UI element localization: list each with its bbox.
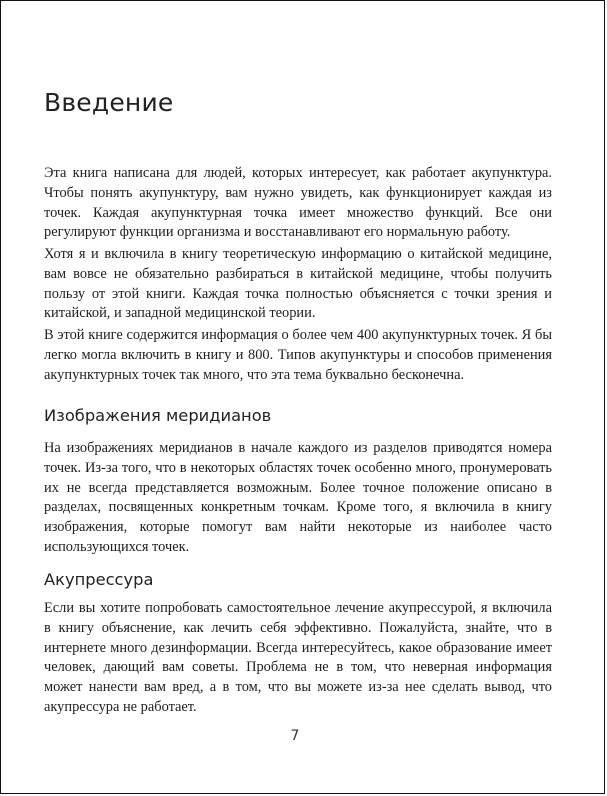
page-title: Введение xyxy=(44,88,174,117)
section-text-acupressure: Если вы хотите попробовать самостоятельное лечение акупрессурой, я включила в книгу объяснение, как лечить себя эффективно. Пожалуйста, знайте, что в интернете много дезинформации. Всегда интересуйтесь, какое образование имеет человек, дающий вам советы. Проблема не в том, что неверная информация может нанести вам вред, а в том, что вы можете из-за нее сделать вывод, что акупрессура не работает. xyxy=(44,600,552,715)
section-text-meridians: На изображениях меридианов в начале каждого из разделов приводятся номера точек. Из-за того, что в некоторых областях точек особенно много, пронумеровать их не всегда представляется возможным. Более точное положение описано в разделах, посвященных конкретным точкам. Кроме того, я включила в книгу изображения, которые помогут вам найти некоторые из наиболее часто использующихся точек. xyxy=(44,440,552,555)
intro-paragraph-2: Хотя я и включила в книгу теоретическую информацию о китайской медицине, вам вовсе не обязательно разбираться в китайской медицине, чтобы получить пользу от этой книги. Каждая точка полностью объясняется с точки зрения и китайской, и западной медицинской теории. xyxy=(44,246,552,322)
page-number: 7 xyxy=(290,728,300,744)
section-heading-meridians: Изображения меридианов xyxy=(44,406,272,425)
section-heading-acupressure: Акупрессура xyxy=(44,570,154,589)
intro-paragraph-3: В этой книге содержится информация о более чем 400 акупунктурных точек. Я бы легко могла включить в книгу и 800. Типов акупунктуры и способов применения акупунктурных точек так много, что эта тема буквально бесконечна. xyxy=(44,327,552,383)
intro-paragraph-1: Эта книга написана для людей, которых интересует, как работает акупунктура. Чтобы понять акупунктуру, вам нужно увидеть, как функционирует каждая из точек. Каждая акупунктурная точка имеет множество функций. Все они регулируют функции организма и восстанавливают его нормальную работу. xyxy=(44,165,552,241)
